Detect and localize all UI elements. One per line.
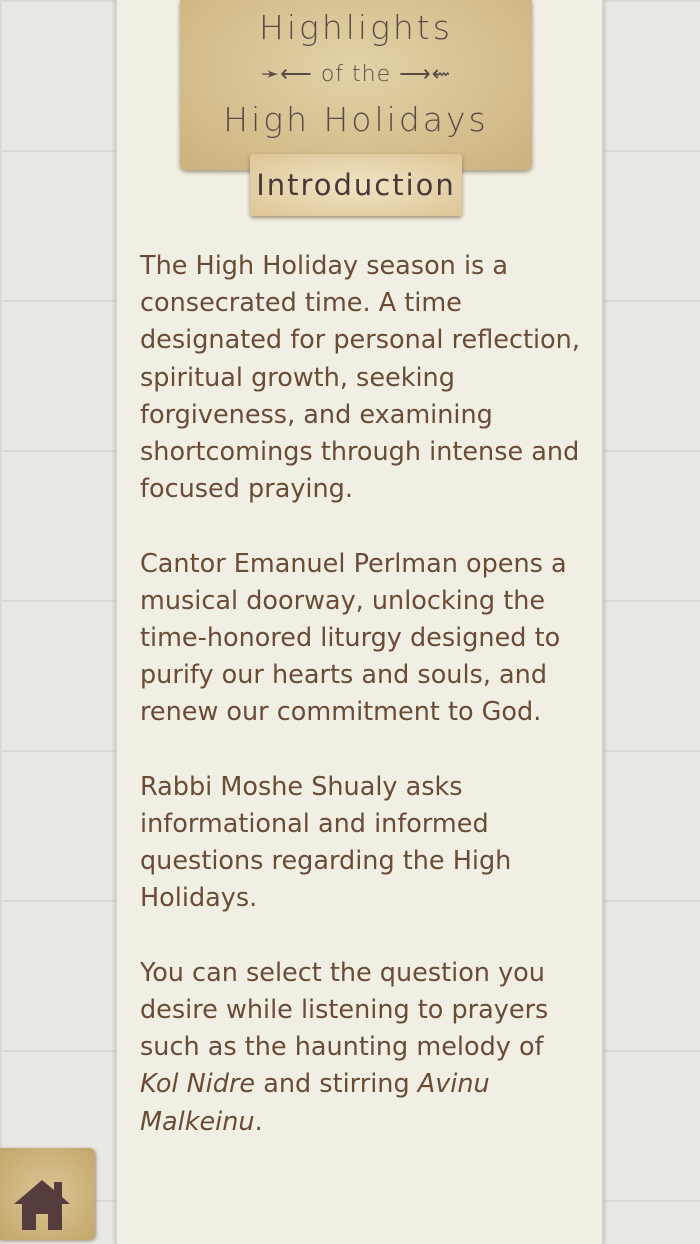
p4-text-b: and stirring xyxy=(255,1069,418,1100)
title-line-2-text: of the xyxy=(320,62,392,87)
intro-content xyxy=(140,248,590,1178)
title-banner xyxy=(180,0,532,170)
paragraph-3: Rabbi Moshe Shualy asks informational and informed questions regarding the High Holidays. xyxy=(140,771,512,914)
p4-text-a: You can select the question you desire while listening to prayers such as the haunting melody of xyxy=(140,957,549,1063)
p4-text-c: . xyxy=(254,1106,263,1137)
title-line-2 xyxy=(180,62,532,87)
avinu-malkeinu: Avinu Malkeinu xyxy=(140,1069,490,1137)
section-tab-introduction: Introduction xyxy=(250,154,462,216)
paragraph-1: The High Holiday season is a consecrated time. A time designated for personal reflection, spiritual growth, seeking forgiveness, and examining shortcomings through intense and focused praying. xyxy=(140,251,580,505)
title-line-1: Highlights xyxy=(259,8,453,47)
title-line-3: High Holidays xyxy=(223,100,489,139)
home-icon xyxy=(12,1178,72,1232)
paragraph-2: Cantor Emanuel Perlman opens a musical doorway, unlocking the time-honored liturgy designed to purify our hearts and souls, and renew our commitment to God. xyxy=(140,548,567,728)
arrow-ornament-left-icon: ➛⟵ xyxy=(260,62,321,87)
paragraph-4 xyxy=(140,955,590,1141)
arrow-ornament-right-icon: ⟶⇜ xyxy=(391,62,452,87)
home-button[interactable] xyxy=(0,1148,95,1240)
kol-nidre: Kol Nidre xyxy=(140,1069,256,1100)
